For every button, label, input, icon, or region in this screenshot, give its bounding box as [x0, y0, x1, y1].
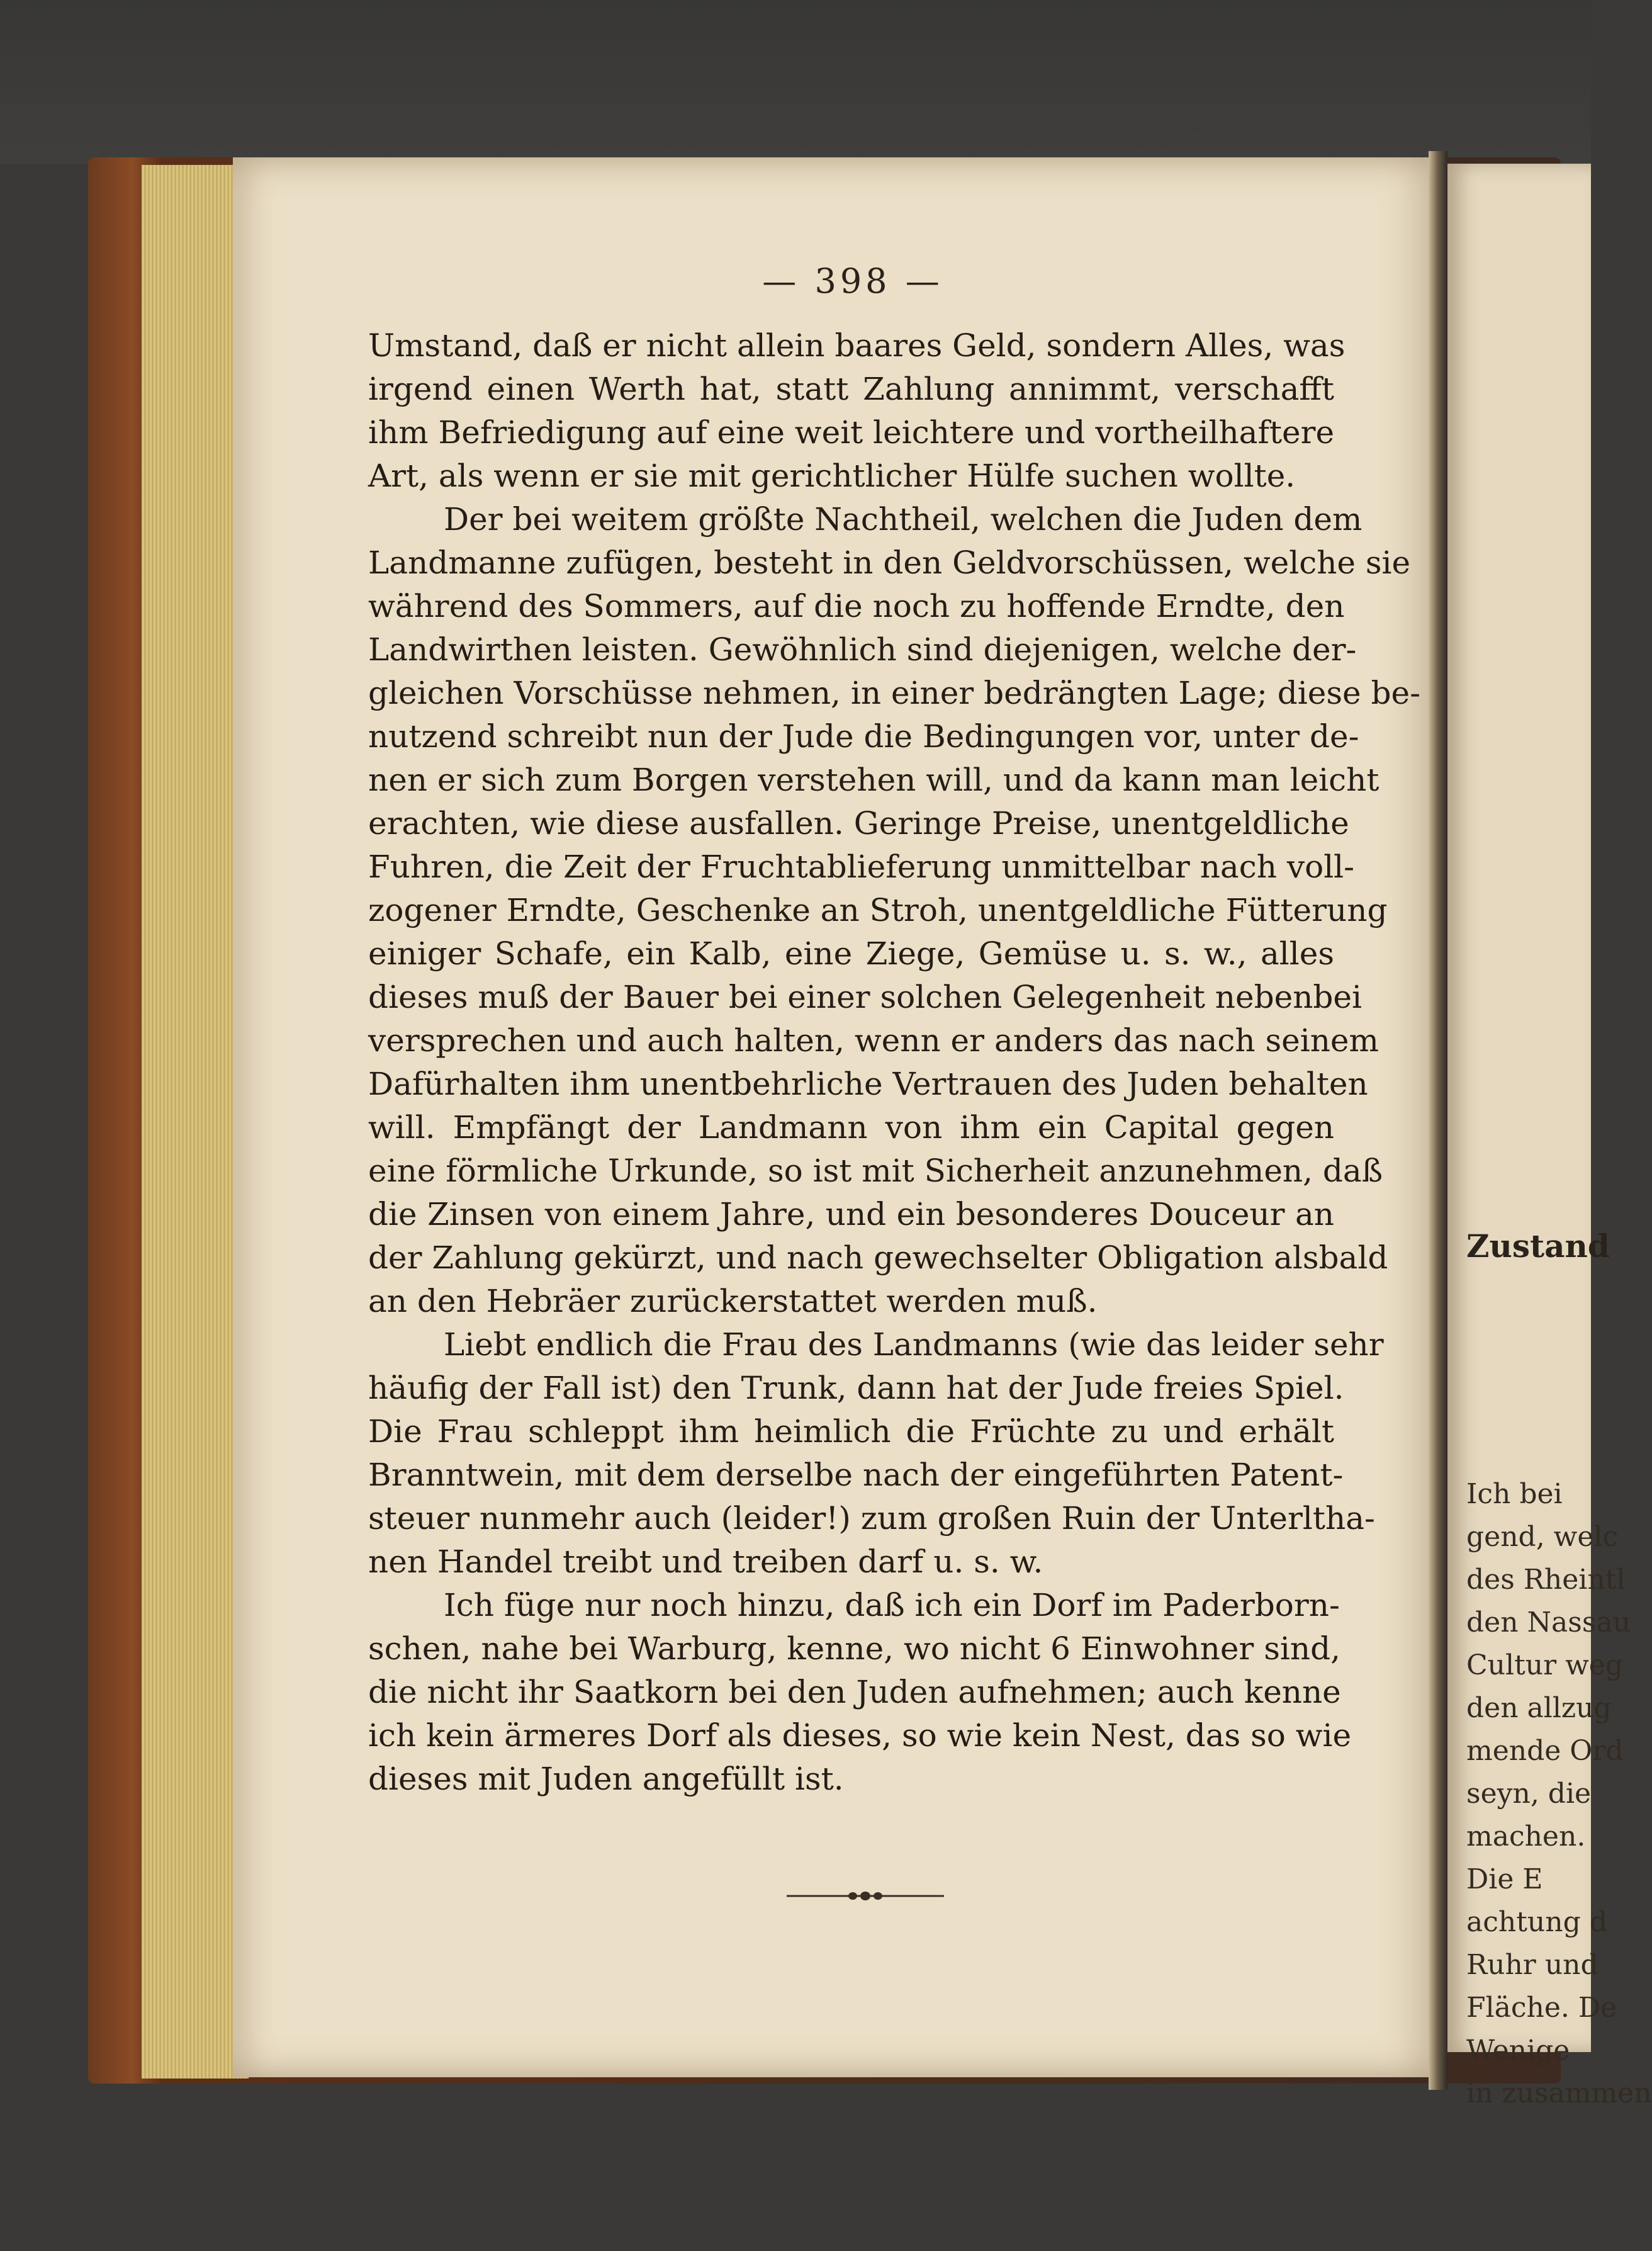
next-page-text [1466, 1473, 1652, 2115]
text-line: Die Frau schleppt ihm heimlich die Früchte zu und erhält [368, 1413, 1334, 1450]
text-line: ihm Befriedigung auf eine weit leichtere und vortheilhaftere [368, 414, 1335, 451]
page-body-text [368, 324, 1420, 1801]
text-line: erachten, wie diese ausfallen. Geringe Preise, unentgeldliche [368, 805, 1349, 842]
text-line: Landwirthen leisten. Gewöhnlich sind diejenigen, welche der- [368, 631, 1357, 668]
text-line: versprechen und auch halten, wenn er anders das nach seinem [368, 1022, 1379, 1059]
text-line: Der bei weitem größte Nachtheil, welchen die Juden dem [444, 501, 1363, 538]
text-line: Fuhren, die Zeit der Fruchtablieferung unmittelbar nach voll- [368, 849, 1355, 885]
text-line: Dafürhalten ihm unentbehrliche Vertrauen des Juden behalten [368, 1066, 1368, 1102]
next-page-line: achtung d [1466, 1906, 1607, 1938]
text-line: nutzend schreibt nun der Jude die Bedingungen vor, unter de- [368, 718, 1359, 755]
text-line: will. Empfängt der Landmann von ihm ein Capital gegen [368, 1109, 1334, 1146]
next-page-line: Wenige [1466, 2034, 1570, 2067]
text-line: ich kein ärmeres Dorf als dieses, so wie kein Nest, das so wie [368, 1717, 1352, 1754]
text-line: an den Hebräer zurückerstattet werden muß. [368, 1283, 1098, 1319]
next-page-line: in zusammen [1466, 2077, 1652, 2109]
end-ornament-icon [787, 1888, 944, 1904]
text-line: Landmanne zufügen, besteht in den Geldvorschüssen, welche sie [368, 544, 1411, 581]
next-page-heading: Zustand [1466, 1227, 1610, 1265]
text-line: gleichen Vorschüsse nehmen, in einer bedrängten Lage; diese be- [368, 675, 1420, 711]
next-page-line: mende Ord [1466, 1735, 1624, 1767]
text-line: steuer nunmehr auch (leider!) zum großen Ruin der Unterltha- [368, 1500, 1375, 1537]
next-page-line: gend, welc [1466, 1521, 1619, 1553]
text-line: Liebt endlich die Frau des Landmanns (wie das leider sehr [444, 1326, 1384, 1363]
text-line: nen Handel treibt und treiben darf u. s. w. [368, 1543, 1043, 1580]
text-line: häufig der Fall ist) den Trunk, dann hat der Jude freies Spiel. [368, 1370, 1344, 1406]
text-line: dieses mit Juden angefüllt ist. [368, 1761, 844, 1797]
next-page-line: seyn, die [1466, 1778, 1592, 1810]
next-page-line: Die E [1466, 1863, 1543, 1895]
book-gutter [1429, 151, 1447, 2090]
text-line: einiger Schafe, ein Kalb, eine Ziege, Gemüse u. s. w., alles [368, 935, 1334, 972]
text-line: Branntwein, mit dem derselbe nach der eingeführten Patent- [368, 1457, 1344, 1493]
next-page-line: Fläche. De [1466, 1992, 1617, 2024]
text-line: eine förmliche Urkunde, so ist mit Sicherheit anzunehmen, daß [368, 1153, 1383, 1189]
backdrop [0, 0, 1591, 164]
next-page-line: den allzug [1466, 1692, 1612, 1724]
text-line: die Zinsen von einem Jahre, und ein besonderes Douceur an [368, 1196, 1334, 1233]
next-page-line: Ich bei [1466, 1478, 1563, 1510]
text-line: schen, nahe bei Warburg, kenne, wo nicht 6 Einwohner sind, [368, 1630, 1340, 1667]
text-line: Art, als wenn er sie mit gerichtlicher Hülfe suchen wollte. [368, 458, 1296, 494]
text-line: dieses muß der Bauer bei einer solchen Gelegenheit nebenbei [368, 979, 1362, 1015]
text-line: die nicht ihr Saatkorn bei den Juden aufnehmen; auch kenne [368, 1674, 1341, 1710]
next-page-line: des Rheintl [1466, 1564, 1626, 1596]
next-page-line: den Nassau [1466, 1606, 1631, 1639]
text-line: Umstand, daß er nicht allein baares Geld, sondern Alles, was [368, 327, 1346, 364]
text-line: zogener Erndte, Geschenke an Stroh, unentgeldliche Fütterung [368, 892, 1388, 928]
next-page-line: Ruhr und [1466, 1949, 1599, 1981]
text-line: irgend einen Werth hat, statt Zahlung annimmt, verschafft [368, 371, 1334, 407]
text-line: Ich füge nur noch hinzu, daß ich ein Dorf im Paderborn- [444, 1587, 1340, 1623]
page-number: — 398 — [762, 261, 943, 301]
book-page-right-partial [1447, 164, 1652, 2109]
next-page-line: machen. [1466, 1820, 1586, 1853]
text-line: der Zahlung gekürzt, und nach gewechselter Obligation alsbald [368, 1239, 1388, 1276]
text-line: während des Sommers, auf die noch zu hoffende Erndte, den [368, 588, 1345, 624]
next-page-line: Cultur weg [1466, 1649, 1623, 1681]
text-line: nen er sich zum Borgen verstehen will, und da kann man leicht [368, 762, 1379, 798]
